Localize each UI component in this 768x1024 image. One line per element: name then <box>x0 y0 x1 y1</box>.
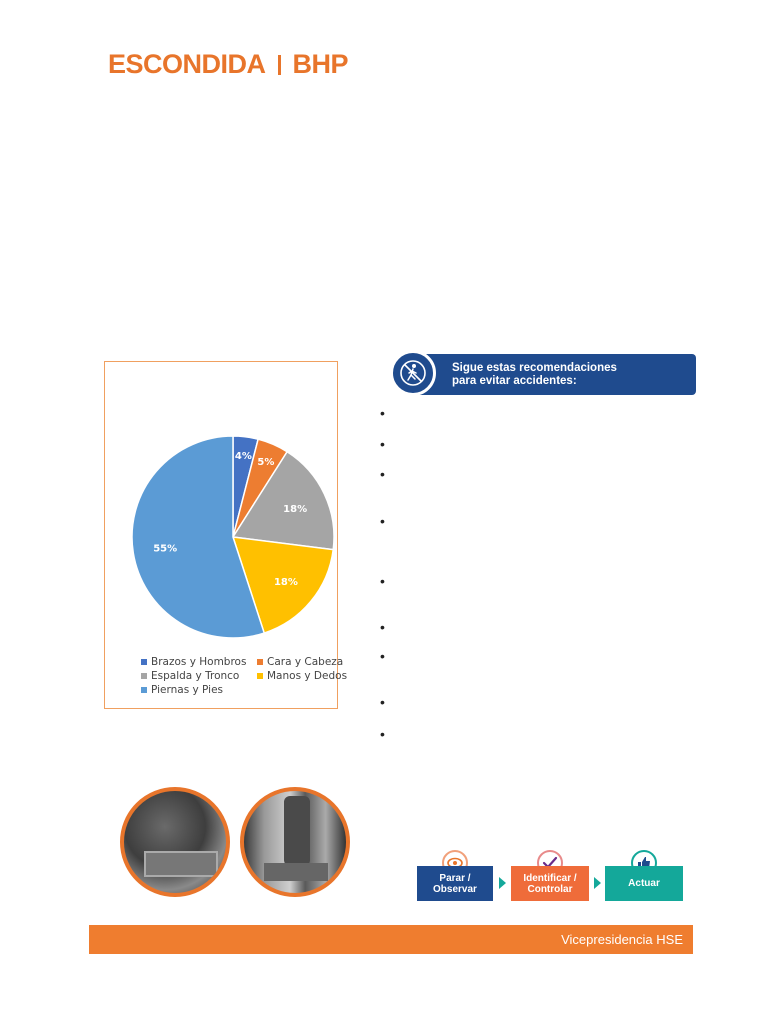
legend-swatch <box>141 659 147 665</box>
legend-item-brazos <box>141 656 257 668</box>
step-label-line1: Actuar <box>628 878 660 889</box>
bullet-point: • <box>380 619 385 635</box>
legend-row <box>141 655 373 669</box>
arrow-icon <box>594 877 601 889</box>
step-actuar <box>605 866 683 901</box>
photo-foot-on-step <box>120 787 230 897</box>
legend-label: Manos y Dedos <box>267 670 348 682</box>
legend-item-piernas <box>141 684 257 696</box>
legend-swatch <box>257 659 263 665</box>
recommendations-banner <box>390 354 696 395</box>
legend-item-manos <box>257 670 373 682</box>
bullet-point: • <box>380 573 385 589</box>
legend-swatch <box>257 673 263 679</box>
legend-item-espalda <box>141 670 257 682</box>
legend-item-cara <box>257 656 373 668</box>
step-label-line1: Parar / <box>439 872 471 884</box>
pie-label-piernas: 55% <box>153 543 178 555</box>
legend-row <box>141 683 373 697</box>
legend-swatch <box>141 687 147 693</box>
injury-pie-chart <box>104 361 348 709</box>
recommendations-title-line1: Sigue estas recomendaciones <box>452 362 617 374</box>
legend-label: Espalda y Tronco <box>151 670 240 682</box>
pie-label-espalda: 18% <box>283 503 308 515</box>
legend-label: Brazos y Hombros <box>151 656 247 668</box>
photo-worker-on-stairs <box>240 787 350 897</box>
photo-step-shape <box>144 851 218 877</box>
company-logo <box>108 49 348 80</box>
pie-label-manos: 18% <box>273 576 298 588</box>
legend-label: Piernas y Pies <box>151 684 224 696</box>
bullet-point: • <box>380 466 385 482</box>
photo-stairs-shape <box>264 863 328 881</box>
bullet-point: • <box>380 513 385 529</box>
pie-label-cara: 5% <box>257 456 275 468</box>
logo-brand-left: ESCONDIDA <box>108 49 266 79</box>
legend-swatch <box>141 673 147 679</box>
footer-bar <box>89 925 693 954</box>
bullet-point: • <box>380 648 385 664</box>
arrow-icon <box>499 877 506 889</box>
step-identificar-controlar <box>511 866 589 901</box>
step-label-line2: Controlar <box>527 883 573 895</box>
no-walking-icon <box>390 350 436 396</box>
step-parar-observar <box>417 866 493 901</box>
bullet-point: • <box>380 694 385 710</box>
legend-label: Cara y Cabeza <box>267 656 344 668</box>
chart-legend <box>141 655 373 697</box>
footer-text: Vicepresidencia HSE <box>561 932 683 947</box>
logo-divider <box>278 55 281 75</box>
step-label-line2: Observar <box>433 883 477 895</box>
bullet-point: • <box>380 405 385 421</box>
recommendations-title <box>452 362 617 388</box>
pie-label-brazos: 4% <box>234 450 252 462</box>
photo-person-shape <box>284 796 310 866</box>
bullet-point: • <box>380 436 385 452</box>
bullet-point: • <box>380 726 385 742</box>
logo-brand-right: BHP <box>292 49 349 79</box>
step-label-line1: Identificar / <box>523 872 577 884</box>
legend-row <box>141 669 373 683</box>
recommendations-title-line2: para evitar accidentes: <box>452 375 577 387</box>
